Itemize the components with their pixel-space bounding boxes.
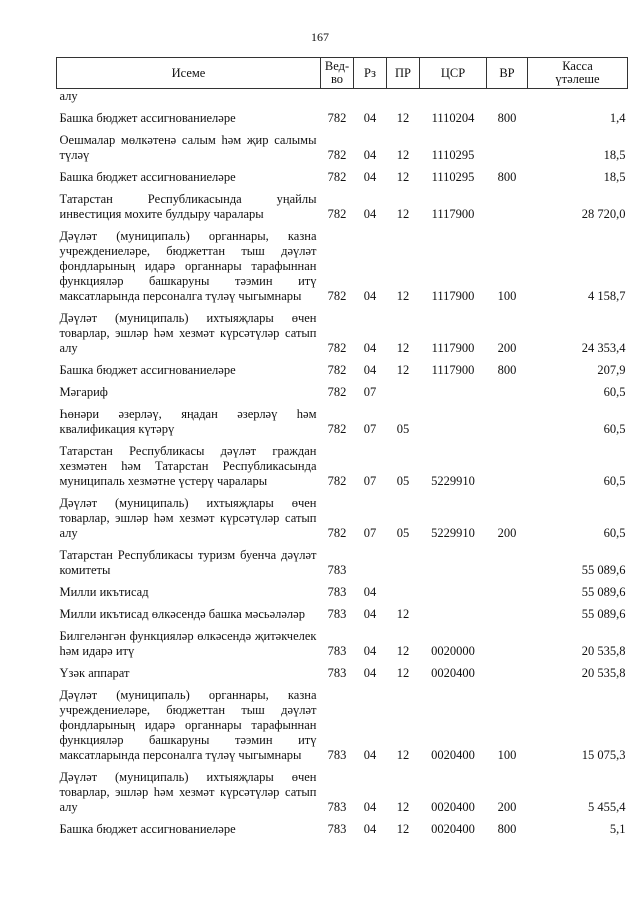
row-amount: 55 089,6 [581, 585, 626, 599]
row-amount: 60,5 [603, 385, 626, 399]
row-rz: 04 [363, 148, 377, 162]
row-pr: 05 [396, 422, 410, 436]
row-pr: 12 [396, 341, 410, 355]
row-amount: 55 089,6 [581, 563, 626, 577]
row-pr: 12 [396, 148, 410, 162]
row-vr [487, 662, 528, 684]
row-vr: 200 [497, 341, 517, 355]
row-pr [387, 381, 420, 403]
row-csr [420, 603, 487, 625]
row-rz [354, 544, 387, 581]
row-pr: 12 [396, 170, 410, 184]
row-ved: 782 [327, 170, 347, 184]
row-amount: 18,5 [603, 170, 626, 184]
row-amount: 60,5 [603, 422, 626, 436]
row-rz: 04 [363, 207, 377, 221]
row-rz: 04 [363, 289, 377, 303]
row-vr: 200 [497, 526, 517, 540]
budget-table [56, 57, 628, 840]
row-csr: 1117900 [431, 289, 475, 303]
row-name: Дәүләт (муниципаль) органнары, казна учреждениеләре, бюджеттан тыш дәүләт фондларының идарә органнары тарафыннан функцияләр башкаруны тәэмин итү максатларында персоналга түләү чыгымнары [59, 229, 317, 303]
row-name: Татарстан Республикасы туризм буенча дәүләт комитеты [59, 548, 317, 577]
row-ved: 782 [327, 148, 347, 162]
row-csr: 0020400 [431, 666, 475, 680]
row-ved: 783 [327, 666, 347, 680]
row-name: Һөнәри әзерләү, яңадан әзерләү һәм квалификация күтәрү [59, 407, 317, 436]
row-csr: 5229910 [431, 526, 475, 540]
row-amount: 5,1 [609, 822, 626, 836]
row-rz: 04 [363, 666, 377, 680]
row-pr: 12 [396, 111, 410, 125]
table-row [57, 307, 628, 359]
row-amount: 60,5 [603, 474, 626, 488]
row-rz: 04 [363, 170, 377, 184]
row-name: Татарстан Республикасы дәүләт граждан хезмәтен һәм Татарстан Республикасында муниципаль хезмәтне үстерү чаралары [59, 444, 317, 488]
row-vr: 800 [497, 822, 517, 836]
row-amount: 24 353,4 [581, 341, 626, 355]
row-amount: 5 455,4 [588, 800, 626, 814]
row-vr [487, 440, 528, 492]
table-header-row [57, 58, 628, 89]
row-rz: 04 [363, 748, 377, 762]
row-pr [387, 544, 420, 581]
header-ved: Вед- во [321, 58, 354, 89]
row-ved: 782 [327, 207, 347, 221]
row-rz: 07 [363, 385, 377, 399]
table-row [57, 188, 628, 225]
row-csr: 1110295 [431, 148, 475, 162]
row-name: Башка бюджет ассигнованиеләре [59, 170, 236, 184]
row-name: Башка бюджет ассигнованиеләре [59, 111, 236, 125]
row-ved: 783 [327, 644, 347, 658]
row-ved: 782 [327, 111, 347, 125]
row-csr: 0020400 [431, 800, 475, 814]
table-row [57, 166, 628, 188]
row-amount: 28 720,0 [581, 207, 626, 221]
row-csr: 1117900 [431, 207, 475, 221]
row-pr: 12 [396, 666, 410, 680]
row-amount: 20 535,8 [581, 666, 626, 680]
table-row [57, 625, 628, 662]
row-name: Милли икътисад [59, 585, 149, 599]
row-name: Үзәк аппарат [59, 666, 130, 680]
row-rz: 07 [363, 474, 377, 488]
row-ved: 782 [327, 422, 347, 436]
row-name: Билгеләнгән функцияләр өлкәсендә җитәкчелек һәм идарә итү [59, 629, 317, 658]
table-row [57, 359, 628, 381]
table-row [57, 403, 628, 440]
row-csr: 1117900 [431, 363, 475, 377]
row-rz: 04 [363, 341, 377, 355]
table-row [57, 603, 628, 625]
row-csr: 1117900 [431, 341, 475, 355]
row-vr: 100 [497, 748, 517, 762]
row-ved: 782 [327, 474, 347, 488]
row-name: Дәүләт (муниципаль) органнары, казна учреждениеләре, бюджеттан тыш дәүләт фондларының идарә органнары тарафыннан функцияләр башкаруны тәэмин итү максатларында персоналга түләү чыгымнары [59, 688, 317, 762]
row-ved: 783 [327, 748, 347, 762]
row-rz: 07 [363, 526, 377, 540]
table-row [57, 129, 628, 166]
row-csr [420, 403, 487, 440]
header-rz: Рз [354, 58, 387, 89]
row-ved: 783 [327, 563, 347, 577]
row-name: Дәүләт (муниципаль) ихтыяҗлары өчен товарлар, эшләр һәм хезмәт күрсәтүләр сатып алу [59, 770, 317, 814]
row-ved: 783 [327, 822, 347, 836]
row-pr [387, 581, 420, 603]
row-vr [487, 381, 528, 403]
header-vr: ВР [487, 58, 528, 89]
row-csr: 5229910 [431, 474, 475, 488]
row-rz: 04 [363, 585, 377, 599]
row-vr [487, 603, 528, 625]
row-pr: 12 [396, 822, 410, 836]
row-name: Дәүләт (муниципаль) ихтыяҗлары өчен товарлар, эшләр һәм хезмәт күрсәтүләр сатып алу [59, 496, 317, 540]
row-rz: 07 [363, 422, 377, 436]
row-rz: 04 [363, 822, 377, 836]
row-ved: 783 [327, 607, 347, 621]
header-name: Исеме [57, 58, 321, 89]
continuation-text: алу [59, 89, 78, 103]
row-csr [420, 381, 487, 403]
row-pr: 12 [396, 289, 410, 303]
table-row [57, 662, 628, 684]
row-vr [487, 129, 528, 166]
table-row [57, 544, 628, 581]
row-name: Дәүләт (муниципаль) ихтыяҗлары өчен товарлар, эшләр һәм хезмәт күрсәтүләр сатып алу [59, 311, 317, 355]
row-pr: 12 [396, 607, 410, 621]
row-name: Башка бюджет ассигнованиеләре [59, 363, 236, 377]
row-ved: 783 [327, 800, 347, 814]
table-row [57, 818, 628, 840]
table-row [57, 766, 628, 818]
row-csr: 0020400 [431, 748, 475, 762]
row-csr: 0020400 [431, 822, 475, 836]
row-vr [487, 625, 528, 662]
row-amount: 4 158,7 [588, 289, 626, 303]
row-vr [487, 403, 528, 440]
row-vr: 200 [497, 800, 517, 814]
row-ved: 782 [327, 289, 347, 303]
row-pr: 12 [396, 644, 410, 658]
row-amount: 20 535,8 [581, 644, 626, 658]
row-rz: 04 [363, 607, 377, 621]
row-ved: 782 [327, 385, 347, 399]
table-row [57, 107, 628, 129]
row-amount: 60,5 [603, 526, 626, 540]
table-row [57, 492, 628, 544]
row-csr: 1110204 [431, 111, 475, 125]
table-row [57, 225, 628, 307]
header-kassa: Касса үтәлеше [528, 58, 628, 89]
row-vr [487, 581, 528, 603]
row-name: Башка бюджет ассигнованиеләре [59, 822, 236, 836]
row-csr [420, 581, 487, 603]
row-amount: 15 075,3 [581, 748, 626, 762]
row-rz: 04 [363, 111, 377, 125]
row-csr: 0020000 [431, 644, 475, 658]
header-pr: ПР [387, 58, 420, 89]
row-amount: 1,4 [609, 111, 626, 125]
row-pr: 05 [396, 474, 410, 488]
row-pr: 12 [396, 363, 410, 377]
page-number: 167 [311, 30, 329, 44]
row-ved: 783 [327, 585, 347, 599]
row-ved: 782 [327, 363, 347, 377]
row-ved: 782 [327, 341, 347, 355]
continuation-row [57, 89, 628, 108]
row-vr [487, 188, 528, 225]
row-rz: 04 [363, 363, 377, 377]
row-name: Мәгариф [59, 385, 108, 399]
row-vr [487, 544, 528, 581]
row-name: Оешмалар мөлкәтенә салым һәм җир салымы түләү [59, 133, 317, 162]
row-vr: 100 [497, 289, 517, 303]
row-amount: 55 089,6 [581, 607, 626, 621]
row-vr: 800 [497, 111, 517, 125]
row-pr: 12 [396, 207, 410, 221]
table-row [57, 581, 628, 603]
table-row [57, 440, 628, 492]
table-row [57, 684, 628, 766]
row-ved: 782 [327, 526, 347, 540]
row-vr: 800 [497, 363, 517, 377]
header-csr: ЦСР [420, 58, 487, 89]
row-name: Татарстан Республикасында уңайлы инвестиция мохите булдыру чаралары [59, 192, 317, 221]
row-pr: 12 [396, 800, 410, 814]
row-rz: 04 [363, 644, 377, 658]
row-vr: 800 [497, 170, 517, 184]
row-amount: 207,9 [597, 363, 626, 377]
row-pr: 12 [396, 748, 410, 762]
row-rz: 04 [363, 800, 377, 814]
row-csr [420, 544, 487, 581]
row-csr: 1110295 [431, 170, 475, 184]
table-row [57, 381, 628, 403]
row-name: Милли икътисад өлкәсендә башка мәсьәләләр [59, 607, 305, 621]
row-pr: 05 [396, 526, 410, 540]
row-amount: 18,5 [603, 148, 626, 162]
